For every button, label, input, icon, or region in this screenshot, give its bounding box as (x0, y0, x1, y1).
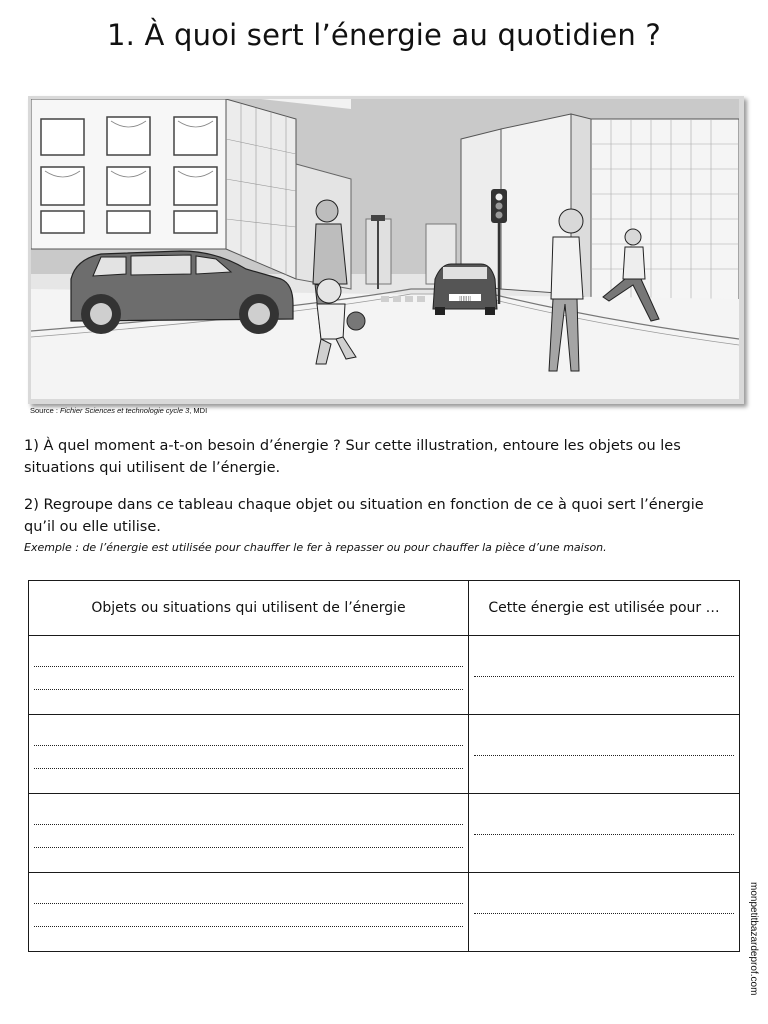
answer-cell-usage[interactable] (469, 715, 740, 794)
dotted-line (34, 666, 463, 667)
source-suffix: , MDI (189, 406, 208, 415)
car-plate: ||||||| (459, 296, 471, 302)
answer-cell-objects[interactable] (29, 715, 469, 794)
table-header-row (29, 581, 740, 636)
header-usage: Cette énergie est utilisée pour … (469, 581, 740, 636)
dotted-line (474, 676, 734, 677)
dotted-line (34, 824, 463, 825)
table-row (29, 794, 740, 873)
question-2: 2) Regroupe dans ce tableau chaque objet ou situation en fonction de ce à quoi sert l’énergie qu’il ou elle utilise. (24, 497, 704, 535)
answer-cell-objects[interactable] (29, 873, 469, 952)
answer-table (28, 580, 740, 952)
example-note: Exemple : de l’énergie est utilisée pour chauffer le fer à repasser ou pour chauffer la pièce d’une maison. (24, 541, 607, 554)
answer-cell-objects[interactable] (29, 794, 469, 873)
dotted-line (34, 903, 463, 904)
page-title: 1. À quoi sert l’énergie au quotidien ? (107, 18, 661, 52)
question-1: 1) À quel moment a-t-on besoin d’énergie ? Sur cette illustration, entoure les objets ou les situations qui utilisent de l’énergie. (24, 438, 681, 476)
dotted-line (474, 755, 734, 756)
table-row (29, 873, 740, 952)
car-oncoming (433, 264, 497, 315)
table-row (29, 636, 740, 715)
source-prefix: Source : (30, 406, 61, 415)
street-illustration (28, 96, 744, 404)
answer-cell-usage[interactable] (469, 873, 740, 952)
dotted-line (474, 834, 734, 835)
answer-cell-usage[interactable] (469, 794, 740, 873)
table-row (29, 715, 740, 794)
dotted-line (474, 913, 734, 914)
header-objects: Objets ou situations qui utilisent de l’énergie (29, 581, 469, 636)
dotted-line (34, 745, 463, 746)
site-watermark: monpetitbazardeprof.com (748, 882, 759, 996)
image-source-credit (30, 406, 207, 415)
source-title: Fichier Sciences et technologie cycle 3 (60, 406, 190, 415)
street-scene-image (31, 99, 739, 399)
answer-cell-objects[interactable] (29, 636, 469, 715)
answer-cell-usage[interactable] (469, 636, 740, 715)
